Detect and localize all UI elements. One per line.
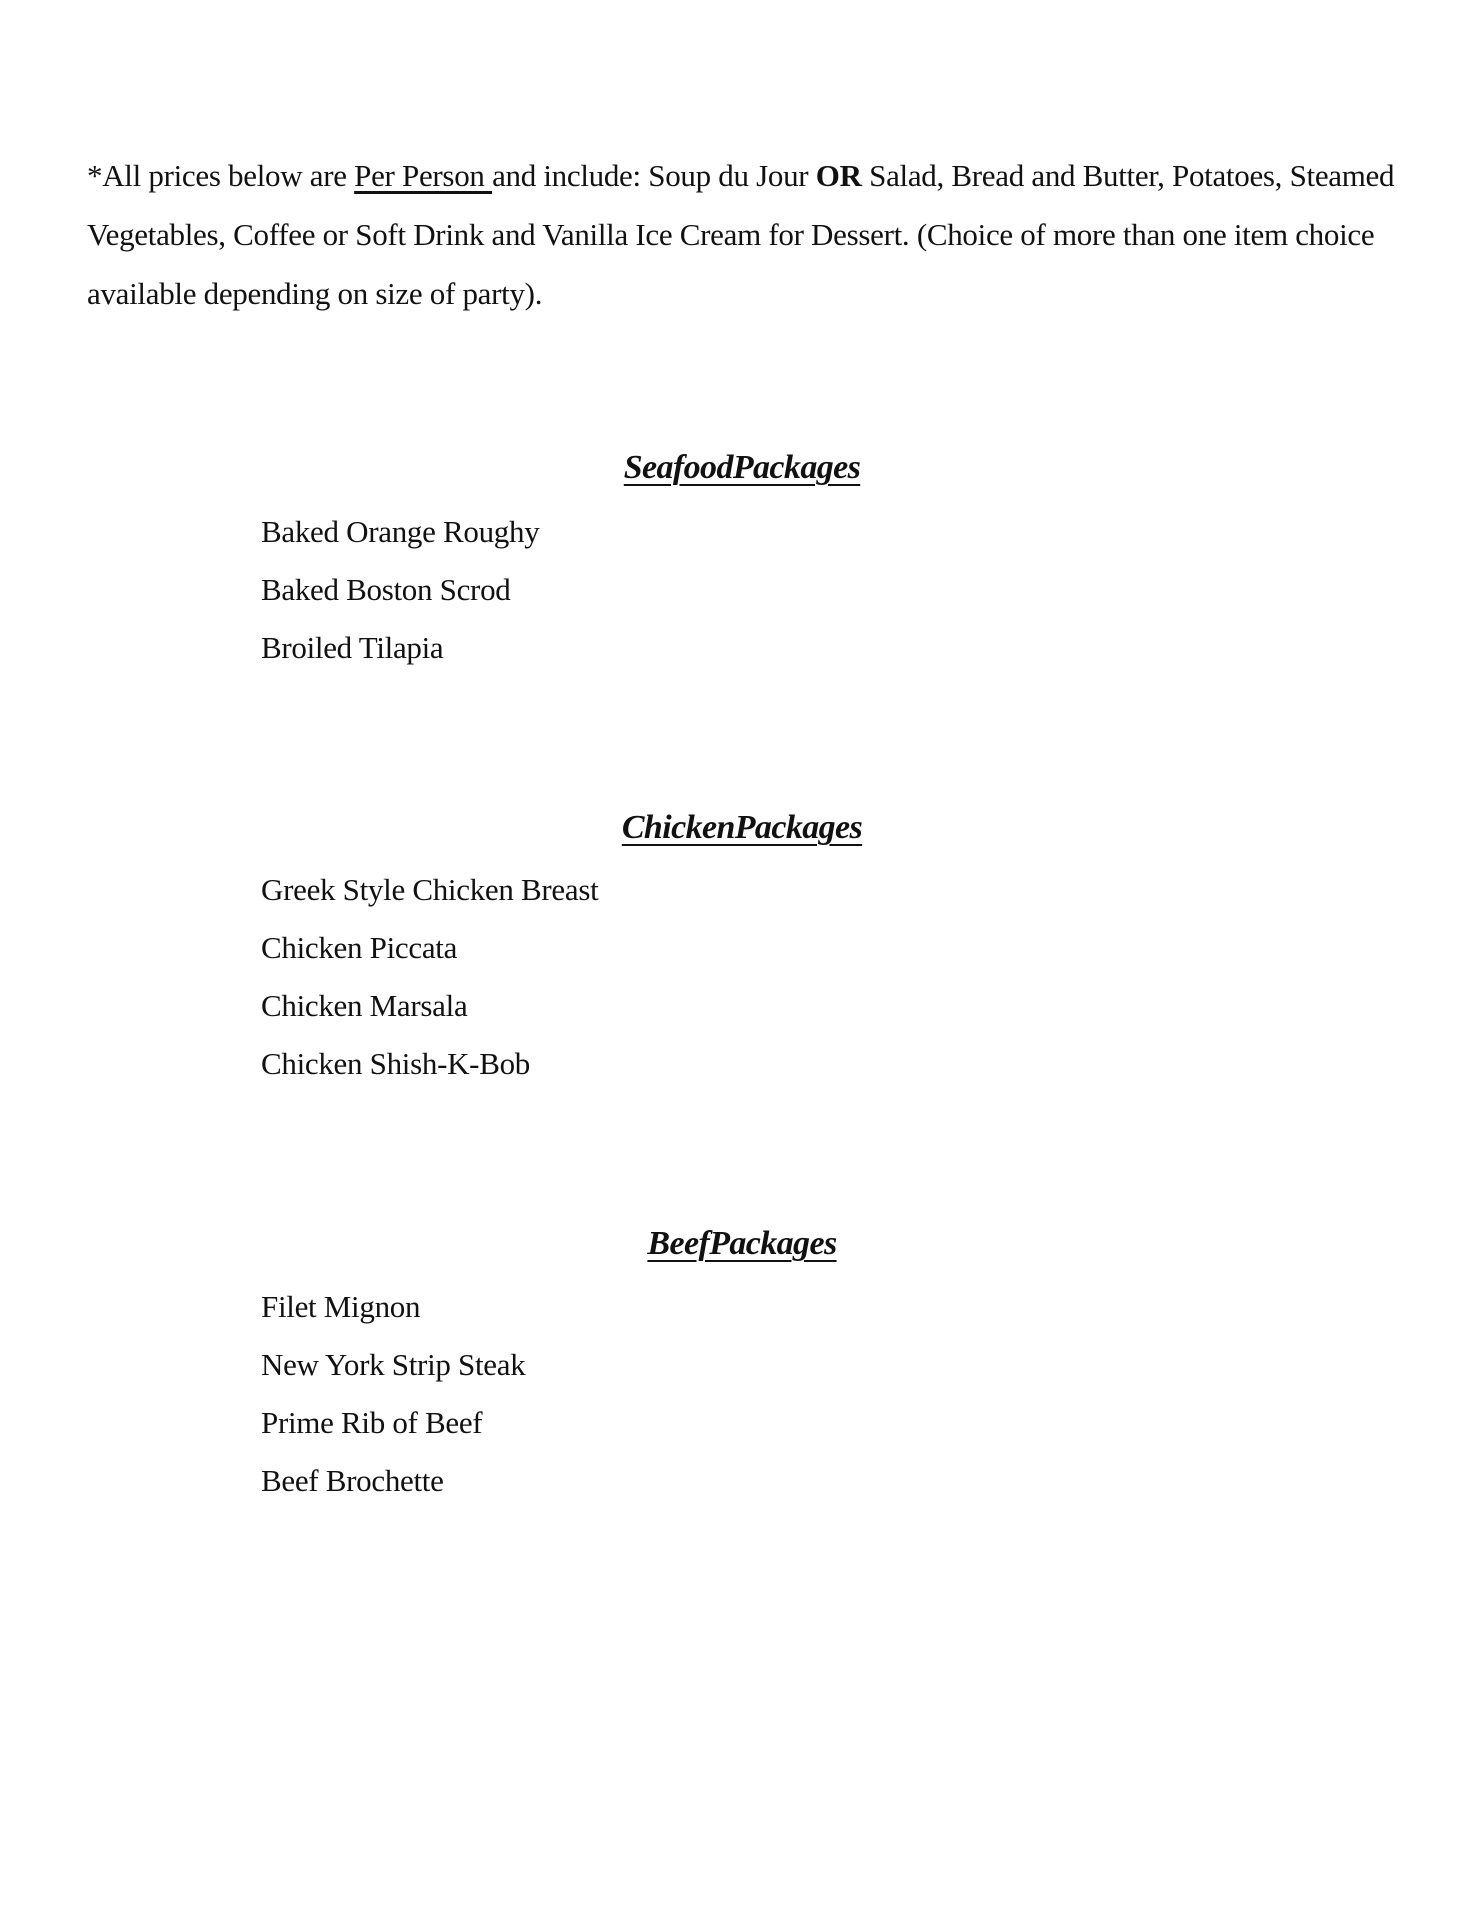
chicken-items-list: [261, 870, 598, 1102]
seafood-items-list: [261, 512, 539, 686]
menu-item: Broiled Tilapia: [261, 630, 444, 665]
pricing-note-text: Salad, Bread and Butter, Potatoes, Steamed Vegetables, Coffee or Soft Drink and Vanilla Ice Cream for Dessert. (Choice of more than one item choice available depending on size of party).: [87, 158, 1395, 311]
menu-item: Chicken Marsala: [261, 988, 468, 1023]
menu-item: Greek Style Chicken Breast: [261, 872, 599, 907]
per-person-emphasis: Per Person: [354, 158, 493, 193]
menu-item: Prime Rib of Beef: [261, 1405, 483, 1440]
menu-item: Beef Brochette: [261, 1463, 444, 1498]
section-title-text: ChickenPackages: [621, 809, 863, 846]
seafood-section-title: [0, 448, 1484, 488]
beef-section-title: [0, 1224, 1484, 1264]
pricing-note-text: and include: Soup du Jour: [492, 158, 816, 193]
pricing-note: [87, 146, 1407, 323]
menu-item: Chicken Piccata: [261, 930, 458, 965]
or-emphasis: OR: [815, 158, 862, 193]
pricing-note-text: *All prices below are: [87, 158, 355, 193]
menu-item: Baked Orange Roughy: [261, 514, 540, 549]
menu-item: New York Strip Steak: [261, 1347, 526, 1382]
section-title-text: BeefPackages: [647, 1225, 837, 1262]
menu-item: Chicken Shish-K-Bob: [261, 1046, 530, 1081]
section-title-text: SeafoodPackages: [623, 449, 861, 486]
beef-items-list: [261, 1287, 525, 1519]
menu-item: Filet Mignon: [261, 1289, 421, 1324]
menu-item: Baked Boston Scrod: [261, 572, 511, 607]
chicken-section-title: [0, 808, 1484, 848]
